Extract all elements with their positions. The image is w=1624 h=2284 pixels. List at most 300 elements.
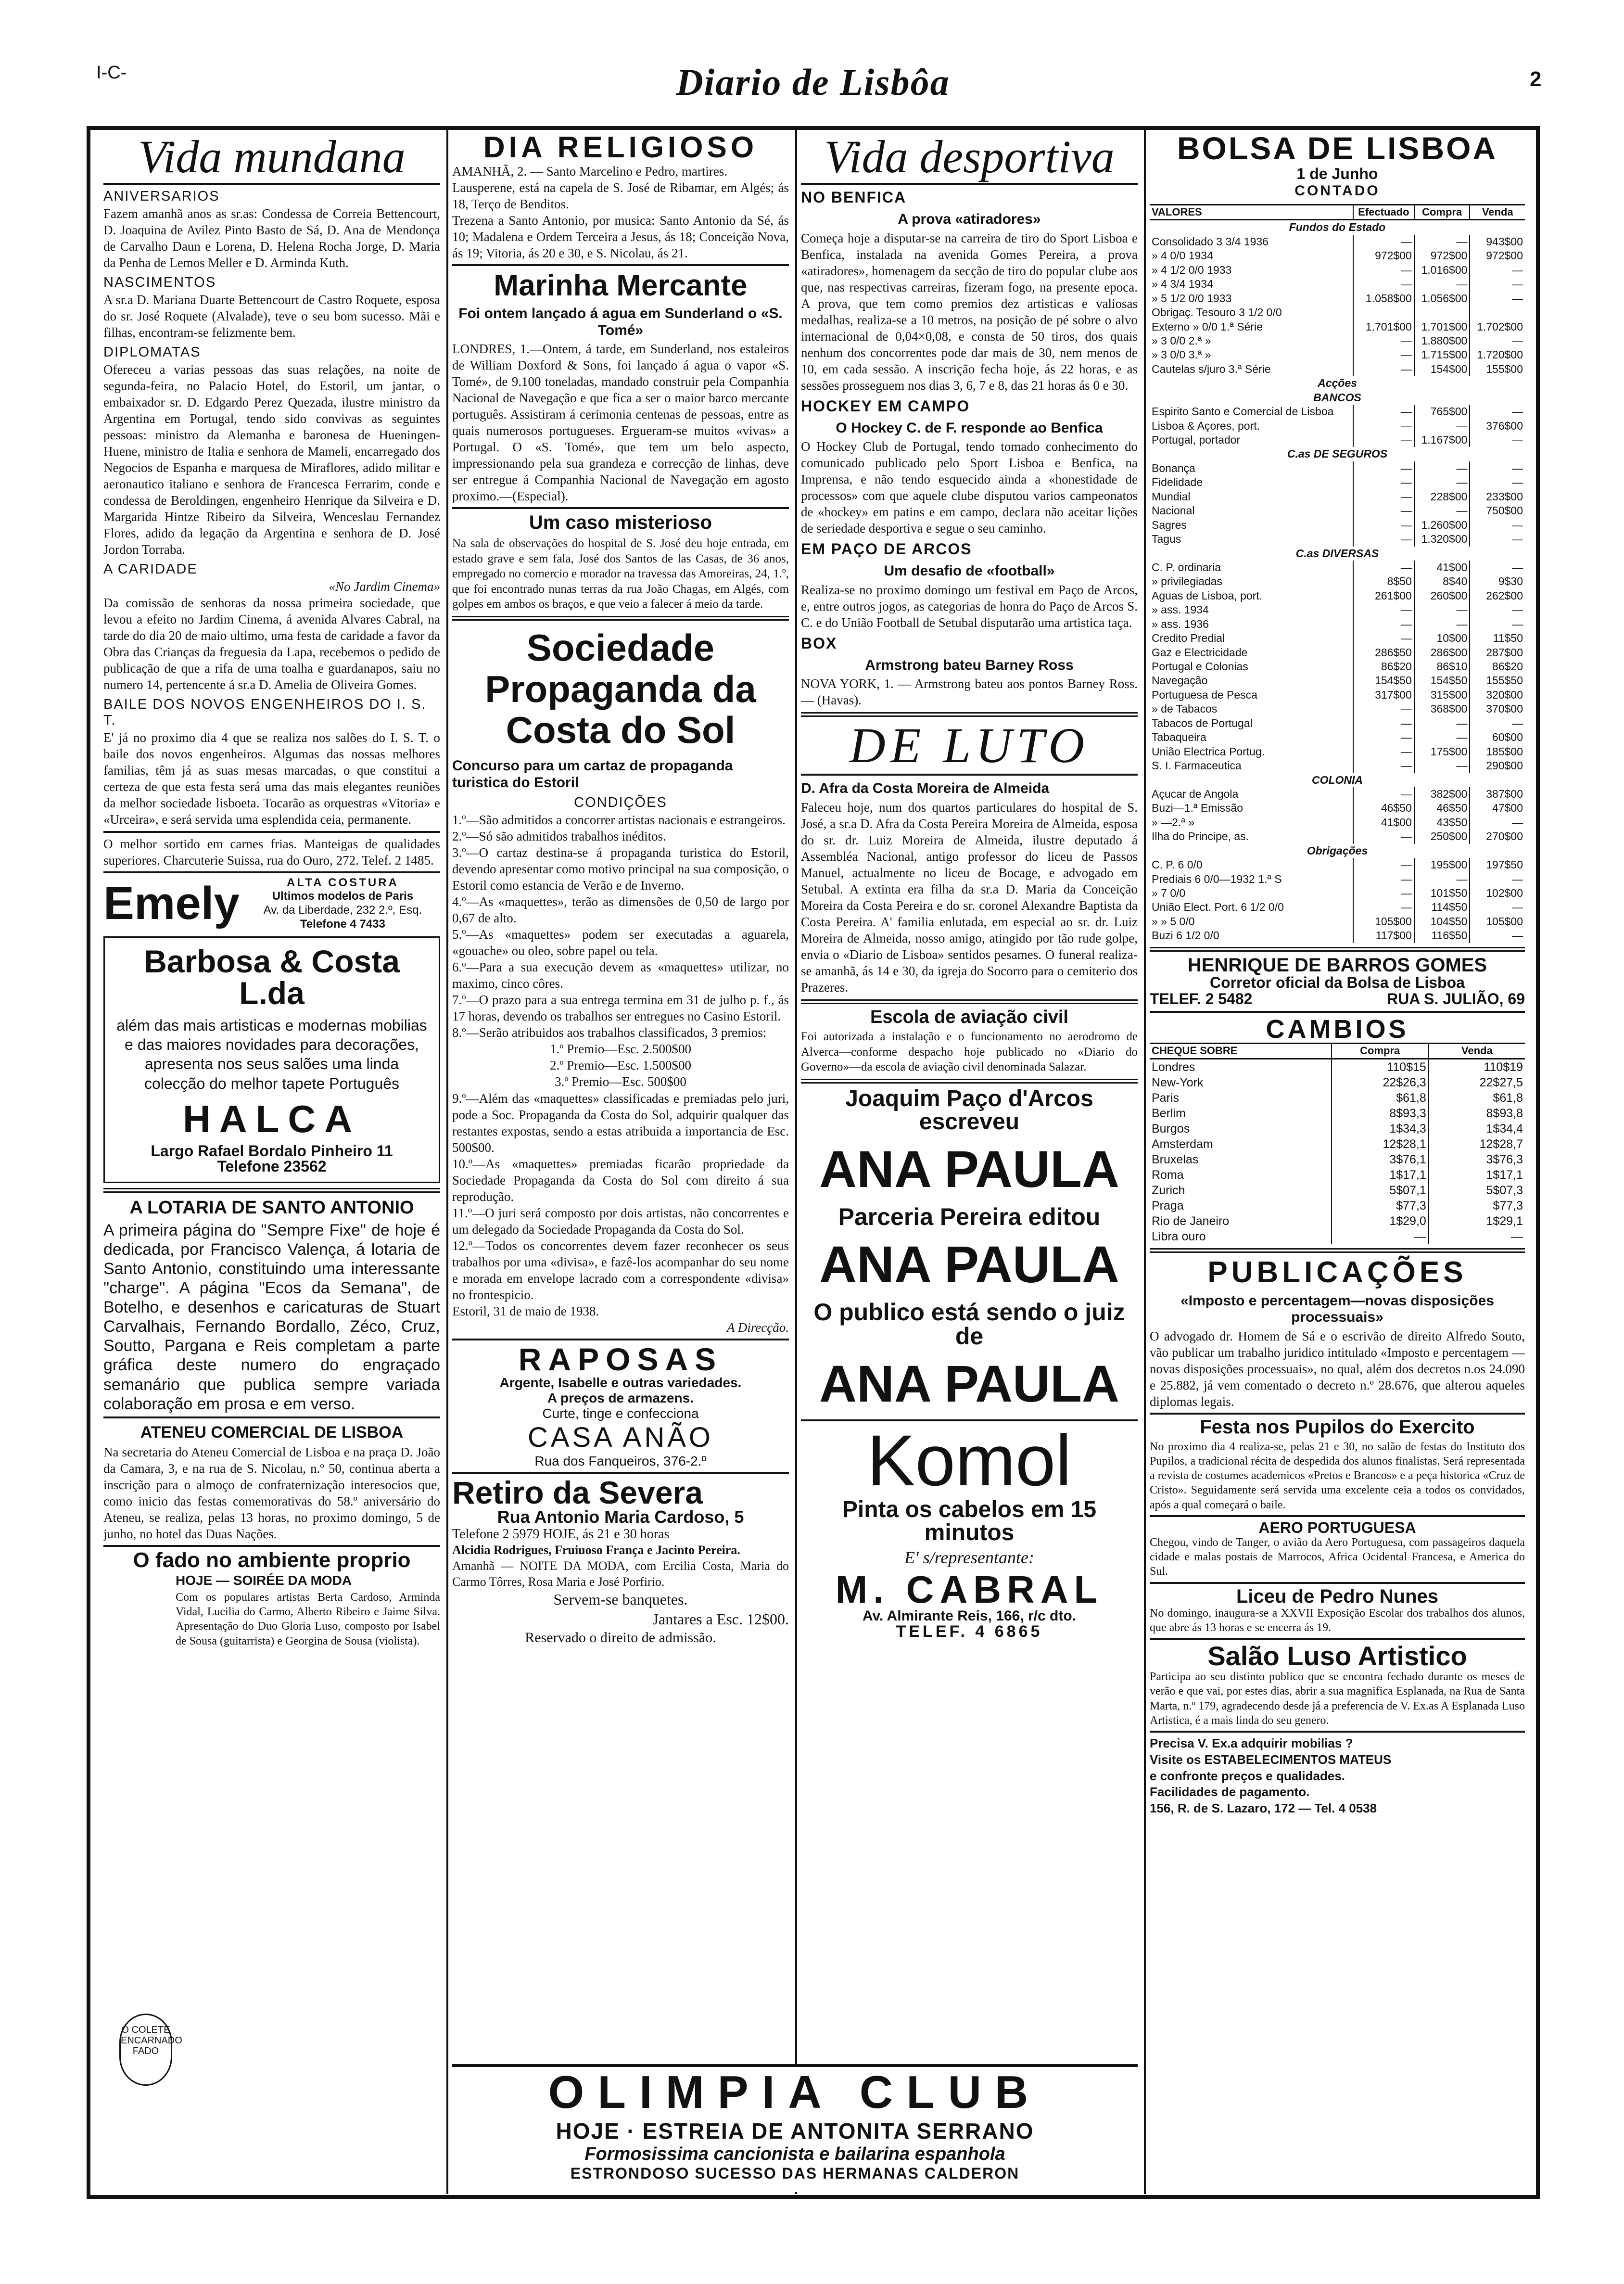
edition-mark: I-C- <box>96 63 127 83</box>
bolsa-row <box>1150 277 1525 291</box>
loteria-text: A primeira página do "Sempre Fixe" de hoje é dedicada, por Francisco Valença, á lotaria de Santo Antonio, constituindo uma interessante "charge". A página "Ecos da Semana", de Botelho, e desenhos e caricaturas de Stuart Carvalhais, Fernando Bordallo, Zéco, Cruz, Soutto, Pargana e Reis completam a parte gráfica deste numero do engraçado semanário que publica sempre variada colaboração em prosa e em verso. <box>103 1221 440 1413</box>
heading-paco: EM PAÇO DE ARCOS <box>801 540 972 558</box>
cambios-cell: 5$07,3 <box>1429 1183 1525 1198</box>
emely-line2: Ultimos modelos de Paris <box>272 890 414 903</box>
column-3 <box>801 130 1138 2193</box>
bolsa-cell: — <box>1470 900 1525 914</box>
bolsa-cell: Tabaqueira <box>1152 731 1206 744</box>
komol-line2: E' s/representante: <box>904 1547 1034 1567</box>
divider <box>801 999 1138 1004</box>
cambios-row <box>1150 1213 1525 1229</box>
bolsa-cell: Tagus <box>1152 533 1181 546</box>
bolsa-cell: 1.016$00 <box>1414 263 1470 277</box>
bolsa-cell: — <box>1470 292 1525 306</box>
bolsa-cell: — <box>1470 716 1525 730</box>
bolsa-cell: Prediais 6 0/0—1932 1.ª S <box>1152 872 1282 885</box>
severa-line5: Jantares a Esc. 12$00. <box>652 1610 789 1628</box>
bolsa-row <box>1150 759 1525 773</box>
bolsa-cell: — <box>1353 362 1414 376</box>
sociedade-item: 4.º—As «maquettes», terão as dimensões de 0,50 de largo por 0,67 de alto. <box>452 894 789 926</box>
bolsa-cell: 972$00 <box>1470 249 1525 263</box>
sociedade-item: 2.º—Só são admitidos trabalhos inéditos. <box>452 829 666 844</box>
cambios-cell: 3$76,3 <box>1429 1152 1525 1167</box>
bolsa-cell: 47$00 <box>1470 801 1525 815</box>
emely-line3: Av. da Liberdade, 232 2.º, Esq. <box>263 904 422 917</box>
bolsa-cell: — <box>1470 334 1525 348</box>
heading-diplomatas: DIPLOMATAS <box>103 345 201 360</box>
bolsa-cell: 86$20 <box>1470 660 1525 674</box>
fado-title: O fado no ambiente proprio <box>133 1548 411 1572</box>
bolsa-row <box>1150 504 1525 518</box>
bolsa-row <box>1150 787 1525 801</box>
colete-encarnado-logo: O COLETE ENCARNADO FADO <box>119 2014 172 2086</box>
cambios-header: CHEQUE SOBRE <box>1150 1044 1332 1059</box>
bolsa-row <box>1150 688 1525 702</box>
bolsa-cell: — <box>1470 518 1525 532</box>
column-1 <box>103 130 440 2193</box>
emely-name: Emely <box>103 878 240 930</box>
box-subtitle: Armstrong bateu Barney Ross <box>865 657 1074 673</box>
bolsa-cell: 175$00 <box>1414 745 1470 759</box>
sociedade-prize: 2.º Premio—Esc. 1.500$00 <box>549 1058 692 1073</box>
mateus-line2: Visite os ESTABELECIMENTOS MATEUS <box>1150 1752 1392 1767</box>
cambios-cell: 12$28,1 <box>1332 1136 1429 1152</box>
bolsa-cell: Obrigaç. Tesouro 3 1/2 0/0 <box>1152 306 1282 319</box>
bolsa-cell: — <box>1414 603 1470 617</box>
sociedade-item: 5.º—As «maquettes» podem ser executadas a aguarela, «gouache» ou oleo, sobre papel ou tela. <box>452 927 789 958</box>
bolsa-header: Compra <box>1414 205 1470 220</box>
bolsa-cell: — <box>1470 816 1525 829</box>
bolsa-row <box>1150 674 1525 688</box>
bolsa-cell: — <box>1353 490 1414 504</box>
bolsa-row <box>1150 391 1525 405</box>
bolsa-row <box>1150 405 1525 419</box>
bolsa-cell: 262$00 <box>1470 589 1525 603</box>
bolsa-cell: Mundial <box>1152 490 1191 503</box>
cambios-cell: 110$19 <box>1429 1059 1525 1075</box>
bolsa-row <box>1150 730 1525 744</box>
bolsa-cell: — <box>1353 461 1414 475</box>
bolsa-cell: 46$50 <box>1414 801 1470 815</box>
bolsa-cell: 154$50 <box>1414 674 1470 688</box>
bolsa-cell: — <box>1353 405 1414 419</box>
bolsa-cell: Lisboa & Açores, port. <box>1152 419 1260 432</box>
bolsa-cell: Tabacos de Portugal <box>1152 716 1253 729</box>
bolsa-cell: S. I. Farmaceutica <box>1152 759 1242 772</box>
bolsa-cell: Bonança <box>1152 461 1195 474</box>
raposas-title: RAPOSAS <box>518 1341 723 1377</box>
ad-charcuterie: O melhor sortido em carnes frias. Manteigas de qualidades superiores. Charcuterie Suissa, rua do Ouro, 272. Telef. 2 1485. <box>103 836 440 868</box>
cambios-cell: Praga <box>1152 1199 1184 1212</box>
bolsa-cell: » 4 3/4 1934 <box>1152 278 1213 291</box>
bolsa-cell: » ass. 1934 <box>1152 603 1209 616</box>
bolsa-row <box>1150 292 1525 306</box>
bolsa-cell: Açucar de Angola <box>1152 787 1239 800</box>
bolsa-cell: — <box>1353 561 1414 574</box>
cambios-cell: Burgos <box>1152 1122 1190 1136</box>
bolsa-cell: — <box>1353 631 1414 645</box>
bolsa-row <box>1150 263 1525 277</box>
newspaper-title: Diario de Lisbôa <box>676 61 950 103</box>
divider <box>801 1079 1138 1084</box>
bolsa-cell: — <box>1353 475 1414 489</box>
bolsa-cell: » 7 0/0 <box>1152 887 1186 900</box>
ad-olimpia-club <box>452 2064 1138 2192</box>
box-text: NOVA YORK, 1. — Armstrong bateu aos pontos Barney Ross. — (Havas). <box>801 676 1138 708</box>
divider <box>801 183 1138 185</box>
bolsa-cell: — <box>1353 886 1414 900</box>
publicacoes-title: PUBLICAÇÕES <box>1207 1255 1467 1289</box>
bolsa-cell: — <box>1470 872 1525 886</box>
ana-paula-line2: ANA PAULA <box>819 1139 1119 1198</box>
henrique-address: RUA S. JULIÃO, 69 <box>1387 990 1525 1008</box>
bolsa-cell: Consolidado 3 3/4 1936 <box>1152 235 1269 248</box>
aviacao-text: Foi autorizada a instalação e o funcionamento no aerodromo de Alverca—conforme despacho hoje publicado no «Diario do Governo»—da escola de aviação civil denominada Salazar. <box>801 1030 1138 1074</box>
bolsa-contado: CONTADO <box>1294 183 1380 199</box>
marinha-title: Marinha Mercante <box>494 269 748 303</box>
bolsa-header: VALORES <box>1150 205 1353 220</box>
divider <box>1150 1582 1525 1584</box>
cambios-row <box>1150 1136 1525 1152</box>
bolsa-cell: » 5 1/2 0/0 1933 <box>1152 292 1232 305</box>
divider <box>1150 1248 1525 1253</box>
bolsa-cell: 387$00 <box>1470 787 1525 801</box>
divider <box>103 1416 440 1418</box>
cambios-cell: 8$93,8 <box>1429 1106 1525 1121</box>
cambios-cell: Londres <box>1152 1060 1195 1074</box>
luto-title: DE LUTO <box>849 718 1090 774</box>
benfica-subtitle: A prova «atiradores» <box>898 211 1041 227</box>
bolsa-cell: 290$00 <box>1470 759 1525 773</box>
divider <box>1150 1731 1525 1733</box>
article-caridade: Da comissão de senhoras da nossa primeira sociedade, que levou a efeito no Jardim Cinema, á avenida Alvares Cabral, na tarde do dia 20 de maio ultimo, uma festa de caridade a favor da Obra das Crianças da freguesia da Lapa, recebemos o pedido de publicação de que a rifa de uma toalha e guardanapos, saiu no numero 14, pertencente á sr.a D. Amelia de Oliveira Gomes. <box>103 596 440 692</box>
bolsa-cell: 250$00 <box>1414 829 1470 843</box>
bolsa-header: Efectuado <box>1353 205 1414 220</box>
emely-line1: ALTA COSTURA <box>286 876 399 889</box>
bolsa-cell: 368$00 <box>1414 702 1470 716</box>
divider <box>1150 1515 1525 1517</box>
bolsa-cell: — <box>1470 433 1525 447</box>
bolsa-cell: 382$00 <box>1414 787 1470 801</box>
bolsa-cell: 320$00 <box>1470 688 1525 702</box>
bolsa-row <box>1150 220 1525 235</box>
divider <box>1150 1638 1525 1640</box>
bolsa-cell: — <box>1353 263 1414 277</box>
bolsa-cell: — <box>1353 787 1414 801</box>
barbosa-name: Barbosa & Costa L.da <box>144 943 400 1011</box>
bolsa-cell: 315$00 <box>1414 688 1470 702</box>
bolsa-cell: — <box>1353 277 1414 291</box>
olimpia-line1: HOJE · ESTREIA DE ANTONITA SERRANO <box>556 2118 1034 2144</box>
bolsa-cell: 195$00 <box>1414 858 1470 872</box>
henrique-role: Corretor oficial da Bolsa de Lisboa <box>1210 973 1465 991</box>
bolsa-row <box>1150 532 1525 546</box>
bolsa-row <box>1150 801 1525 815</box>
bolsa-cell: 86$10 <box>1414 660 1470 674</box>
bolsa-cell: 155$00 <box>1470 362 1525 376</box>
bolsa-row <box>1150 433 1525 447</box>
raposas-address: Rua dos Fanqueiros, 376-2.º <box>534 1453 707 1468</box>
bolsa-cell: 972$00 <box>1353 249 1414 263</box>
sociedade-date: Estoril, 31 de maio de 1938. <box>452 1303 599 1318</box>
divider <box>801 774 1138 776</box>
heading-benfica: NO BENFICA <box>801 189 907 206</box>
sociedade-item: 6.º—Para a sua execução devem as «maquettes» utilizar, no maximo, cinco côres. <box>452 960 789 991</box>
religioso-text2: Lausperene, está na capela de S. José de Ribamar, em Algés; ás 18, Terço de Benditos. <box>452 180 789 212</box>
bolsa-cell: Buzi 6 1/2 0/0 <box>1152 929 1219 942</box>
bolsa-row <box>1150 306 1525 319</box>
heading-caridade: A CARIDADE <box>103 561 198 577</box>
cambios-row <box>1150 1059 1525 1075</box>
cambios-cell: — <box>1429 1229 1525 1244</box>
bolsa-cell: — <box>1353 900 1414 914</box>
bolsa-cell: Portugal e Colonias <box>1152 660 1248 673</box>
bolsa-row <box>1150 646 1525 660</box>
bolsa-row <box>1150 915 1525 929</box>
mateus-line5: 156, R. de S. Lazaro, 172 — Tel. 4 0538 <box>1150 1801 1377 1816</box>
bolsa-row <box>1150 362 1525 376</box>
bolsa-row <box>1150 376 1525 390</box>
cambios-cell: 12$28,7 <box>1429 1136 1525 1152</box>
marinha-text: LONDRES, 1.—Ontem, á tarde, em Sunderland, nos estaleiros de William Doxford & Sons, foi lançado á agua o vapor «S. Tomé», de 9.100 toneladas, mandado construir pela Companhia Nacional de Navegação e que fica a ser o maior barco mercante português. Assistiram á cerimonia centenas de pessoas, entre as quais numerosos portugueses. Ergueram-se muitos «vivas» a Portugal. O «S. Tomé», que tem um belo aspecto, impressionando pela sua grandeza e correcção de linhas, deve ser entregue á Companhia Nacional de Navegação em agosto proximo.—(Especial). <box>452 342 789 504</box>
bolsa-cell: — <box>1470 929 1525 943</box>
bolsa-cell: 972$00 <box>1414 249 1470 263</box>
severa-address: Rua Antonio Maria Cardoso, 5 <box>497 1506 744 1527</box>
section-title-dia-religioso: DIA RELIGIOSO <box>483 131 758 164</box>
bolsa-cell <box>1353 306 1414 319</box>
cambios-cell: $77,3 <box>1332 1198 1429 1213</box>
bolsa-row <box>1150 235 1525 249</box>
cambios-row <box>1150 1198 1525 1213</box>
mateus-line4: Facilidades de pagamento. <box>1150 1785 1310 1799</box>
heading-hockey: HOCKEY EM CAMPO <box>801 397 970 415</box>
bolsa-cell: — <box>1353 348 1414 362</box>
sociedade-item: 3.º—O cartaz destina-se á propaganda turistica do Estoril, devendo apresentar como motivo principal na sua composição, o Estoril como estancia de Verão e de Inverno. <box>452 845 789 893</box>
bolsa-cell: — <box>1470 277 1525 291</box>
bolsa-cell: — <box>1414 461 1470 475</box>
raposas-line3: Curte, tinge e confecciona <box>542 1405 699 1421</box>
olimpia-line2: Formosissima cancionista e bailarina espanhola <box>584 2144 1005 2164</box>
pupilos-title: Festa nos Pupilos do Exercito <box>1200 1416 1475 1438</box>
divider <box>452 264 789 266</box>
bolsa-title: BOLSA DE LISBOA <box>1177 130 1498 166</box>
bolsa-group-label: C.as DE SEGUROS <box>1287 447 1388 460</box>
benfica-text: Começa hoje a disputar-se na carreira de tiro do Sport Lisboa e Benfica, instalada na avenida Gomes Pereira, a prova «atiradores», homenagem da secção de tiro do popular clube aos que, nas respectivas carreiras, fizeram fogo, na presente epoca. A prova, que tem como premios dez artisticas e valiosas medalhas, realiza-se a 10 metros, na posição de pé sobre o alvo internacional de 0,04×0,08, e consta de 50 tiros, dos quais nenhum dos concorrentes pode dar mais de 30, nem menos de 10, em cada sessão. A inscrição fecha hoje, ás 22 horas, e as sessões prosseguem nos dias 3, 6, 7 e 8, das 21 horas ás 0 e 30. <box>801 230 1138 393</box>
bolsa-cell: — <box>1353 858 1414 872</box>
bolsa-row <box>1150 447 1525 461</box>
bolsa-header: Venda <box>1470 205 1525 220</box>
bolsa-row <box>1150 702 1525 716</box>
religioso-text1: AMANHÃ, 2. — Santo Marcelino e Pedro, martires. <box>452 164 728 179</box>
bolsa-cell: 114$50 <box>1414 900 1470 914</box>
bolsa-row <box>1150 745 1525 759</box>
paco-text: Realiza-se no proximo domingo um festival em Paço de Arcos, e, entre outros jogos, as categorias de honra do Paço de Arcos S. C. e do União Football de Setubal disputarão uma artistica taça. <box>801 582 1138 630</box>
sociedade-prize: 1.º Premio—Esc. 2.500$00 <box>549 1042 692 1057</box>
bolsa-cell: Credito Predial <box>1152 632 1225 645</box>
bolsa-cell: 117$00 <box>1353 929 1414 943</box>
cambios-cell: 1$17,1 <box>1429 1167 1525 1183</box>
bolsa-cell: União Electrica Portug. <box>1152 745 1265 758</box>
bolsa-cell: 1.720$00 <box>1470 348 1525 362</box>
cambios-cell: $61,8 <box>1429 1090 1525 1106</box>
severa-line2: Alcidia Rodrigues, Fruiuoso França e Jacinto Pereira. <box>452 1543 740 1557</box>
bolsa-cell: — <box>1414 730 1470 744</box>
heading-baile: BAILE DOS NOVOS ENGENHEIROS DO I. S. T. <box>103 697 427 728</box>
religioso-text3: Trezena a Santo Antonio, por musica: Santo Antonio da Sé, ás 10; Madalena e Ordem Terceira a Jesus, ás 18; Conceição Nova, ás 19; Vitoria, ás 20 e 30, e S. Nicolau, ás 21. <box>452 213 789 261</box>
bolsa-row <box>1150 419 1525 433</box>
bolsa-cell: 376$00 <box>1470 419 1525 433</box>
bolsa-cell: — <box>1414 419 1470 433</box>
bolsa-cell: 104$50 <box>1414 915 1470 929</box>
bolsa-row <box>1150 334 1525 348</box>
cambios-cell: 1$29,0 <box>1332 1213 1429 1229</box>
bolsa-cell: C. P. 6 0/0 <box>1152 858 1203 871</box>
bolsa-row <box>1150 900 1525 914</box>
severa-line1: Telefone 2 5979 HOJE, ás 21 e 30 horas <box>452 1526 670 1542</box>
cambios-row <box>1150 1229 1525 1244</box>
page-number: 2 <box>1530 67 1542 91</box>
bolsa-cell: — <box>1353 716 1414 730</box>
aero-text: Chegou, vindo de Tanger, o avião da Aero Portuguesa, com passageiros daquela cidade e malas postais de Marrocos, Africa Ocidental Francesa, e America do Sul. <box>1150 1536 1525 1578</box>
bolsa-row <box>1150 574 1525 588</box>
caso-text: Na sala de observações do hospital de S. José deu hoje entrada, em estado grave e sem fala, José dos Santos de las Casas, de 36 anos, empregado no comercio e morador na travessa das Amoreiras, 24, 1.º, que foi encontrado nunas terras da rua João Chagas, em Algés, com golpes em ambos os braços, e que veio a falecer á meio da tarde. <box>452 537 789 611</box>
section-title-vida-mundana: Vida mundana <box>138 131 406 182</box>
bolsa-cell: 765$00 <box>1414 405 1470 419</box>
publicacoes-subtitle: «Imposto e percentagem—novas disposições processuais» <box>1180 1292 1494 1326</box>
divider <box>801 712 1138 717</box>
severa-line4: Servem-se banquetes. <box>553 1591 688 1608</box>
bolsa-cell: — <box>1353 504 1414 518</box>
henrique-phone: TELEF. 2 5482 <box>1150 990 1253 1008</box>
cambios-cell: Libra ouro <box>1152 1229 1206 1243</box>
cambios-row <box>1150 1167 1525 1183</box>
bolsa-cell: Aguas de Lisboa, port. <box>1152 589 1263 602</box>
bolsa-cell: — <box>1470 532 1525 546</box>
bolsa-row <box>1150 475 1525 489</box>
bolsa-cell: — <box>1353 235 1414 249</box>
bolsa-cell: 9$30 <box>1470 574 1525 588</box>
bolsa-cell: — <box>1353 518 1414 532</box>
bolsa-cell: — <box>1414 617 1470 631</box>
barbosa-phone: Telefone 23562 <box>217 1157 327 1175</box>
bolsa-row <box>1150 631 1525 645</box>
bolsa-cell: — <box>1353 603 1414 617</box>
bolsa-cell: 105$00 <box>1470 915 1525 929</box>
bolsa-group-label: BANCOS <box>1313 391 1361 404</box>
bolsa-cell: 1.056$00 <box>1414 292 1470 306</box>
cambios-cell: 110$15 <box>1332 1059 1429 1075</box>
luto-text: Faleceu hoje, num dos quartos particulares do hospital de S. José, a sr.a D. Afra da Costa Pereira Moreira de Almeida, esposa do sr. dr. Luiz Moreira de Almeida, ilustre deputado á Assembléa Nacional, antigo professor do liceu de Passos Manuel, actualmente no liceu de Bocage, e advogado em Setubal. A extinta era filha da sr.a D. Maria da Conceição Moreira da Costa Pereira e do sr. coronel Alexandre Baptista da Costa Pereira. A' familia enlutada, em especial ao sr. dr. Luiz Moreira de Almeida, nosso amigo, atingido por tão rude golpe, envia o «Diario de Lisboa» sentidos pesames. O funeral realiza-se amanhã, ás 14 e 30, da igreja do Socorro para o cemiterio dos Prazeres. <box>801 800 1138 995</box>
bolsa-cell: 101$50 <box>1414 886 1470 900</box>
bolsa-date: 1 de Junho <box>1296 165 1378 183</box>
bolsa-cell: — <box>1353 532 1414 546</box>
bolsa-row <box>1150 547 1525 561</box>
bolsa-cell: Portugal, portador <box>1152 434 1241 447</box>
bolsa-cell: 86$20 <box>1353 660 1414 674</box>
bolsa-row <box>1150 829 1525 843</box>
bolsa-cell: 8$40 <box>1414 574 1470 588</box>
bolsa-cell: » privilegiadas <box>1152 575 1223 588</box>
bolsa-cell: Navegação <box>1152 674 1208 687</box>
bolsa-row <box>1150 872 1525 886</box>
cambios-cell: Bruxelas <box>1152 1152 1199 1166</box>
ana-paula-line6: ANA PAULA <box>819 1354 1119 1413</box>
bolsa-cell: — <box>1353 730 1414 744</box>
divider <box>1150 1011 1525 1013</box>
bolsa-cell: » 3 0/0 3.ª » <box>1152 348 1211 361</box>
bolsa-cell: 1.320$00 <box>1414 532 1470 546</box>
bolsa-cell: 185$00 <box>1470 745 1525 759</box>
article-nascimentos: A sr.a D. Mariana Duarte Bettencourt de Castro Roquete, esposa do sr. José Roquete (Alvalade), teve o seu bom sucesso. Mãi e filhas, encontram-se felizmente bem. <box>103 293 440 340</box>
loteria-title: A LOTARIA DE SANTO ANTONIO <box>129 1197 414 1218</box>
bolsa-cell: 1.701$00 <box>1414 320 1470 334</box>
heading-box: BOX <box>801 634 837 652</box>
cambios-cell: 22$26,3 <box>1332 1075 1429 1090</box>
divider <box>452 1472 789 1474</box>
raposas-name: CASA ANÃO <box>527 1421 714 1453</box>
bolsa-cell: — <box>1353 872 1414 886</box>
bolsa-group-label: C.as DIVERSAS <box>1295 547 1379 560</box>
cambios-row <box>1150 1090 1525 1106</box>
bolsa-cell: — <box>1353 759 1414 773</box>
cambios-header: Venda <box>1429 1044 1525 1059</box>
sociedade-title: Sociedade Propaganda da Costa do Sol <box>485 626 756 752</box>
bolsa-table <box>1150 204 1525 943</box>
bolsa-row <box>1150 773 1525 787</box>
bolsa-cell: 1.701$00 <box>1353 320 1414 334</box>
cambios-row <box>1150 1152 1525 1167</box>
mateus-line1: Precisa V. Ex.a adquirir mobilias ? <box>1150 1736 1353 1751</box>
bolsa-row <box>1150 858 1525 872</box>
column-2 <box>452 130 789 2193</box>
bolsa-cell: — <box>1353 702 1414 716</box>
pedro-nunes-title: Liceu de Pedro Nunes <box>1236 1585 1439 1607</box>
bolsa-cell: — <box>1353 419 1414 433</box>
sociedade-prize: 3.º Premio—Esc. 500$00 <box>555 1074 686 1089</box>
cambios-cell: 8$93,3 <box>1332 1106 1429 1121</box>
bolsa-cell: — <box>1353 433 1414 447</box>
bolsa-cell: — <box>1414 872 1470 886</box>
bolsa-cell: 41$00 <box>1353 816 1414 829</box>
bolsa-cell: — <box>1470 603 1525 617</box>
severa-line3: Amanhã — NOITE DA MODA, com Ercilia Costa, Maria do Carmo Tôrres, Rosa Maria e José Porfirio. <box>452 1558 789 1589</box>
olimpia-line3: ESTRONDOSO SUCESSO DAS HERMANAS CALDERON <box>570 2164 1020 2182</box>
fado-line1: HOJE — SOIRÉE DA MODA <box>176 1572 352 1588</box>
bolsa-cell: — <box>1353 334 1414 348</box>
bolsa-cell: 154$00 <box>1414 362 1470 376</box>
bolsa-cell: 41$00 <box>1414 561 1470 574</box>
bolsa-cell: 370$00 <box>1470 702 1525 716</box>
column-rule <box>446 130 448 2194</box>
ateneu-text: Na secretaria do Ateneu Comercial de Lisboa e na praça D. João da Camara, 3, e na rua de S. Nicolau, n.º 50, continua aberta a inscrição para o almoço de confraternização interesocios que, como inicio das festas comemorativas do 58.º aniversário do Ateneu, se realiza, pelas 13 horas, no proximo domingo, 5 de junho, no hotel das Duas Nações. <box>103 1444 440 1541</box>
bolsa-cell: 1.880$00 <box>1414 334 1470 348</box>
cambios-row <box>1150 1075 1525 1090</box>
bolsa-cell: 154$50 <box>1353 674 1414 688</box>
publicacoes-text: O advogado dr. Homem de Sá e o escrivão de direito Alfredo Souto, vão publicar um trabalho juridico intitulado «Imposto e percentagem — novas disposições processuais», no qual, além dos decretos n.os 24.090 e 25.882, já vem comentado o decreto n.º 28.676, que alterou aqueles diplomas legais. <box>1150 1328 1525 1409</box>
bolsa-cell: 116$50 <box>1414 929 1470 943</box>
bolsa-cell: — <box>1414 475 1470 489</box>
column-rule <box>1144 130 1146 2194</box>
cambios-cell: Paris <box>1152 1091 1179 1105</box>
bolsa-cell: » » 5 0/0 <box>1152 915 1195 928</box>
bolsa-cell: — <box>1353 617 1414 631</box>
cambios-cell: $77,3 <box>1429 1198 1525 1213</box>
komol-line1: Pinta os cabelos em 15 minutos <box>842 1496 1097 1545</box>
bolsa-cell: — <box>1353 829 1414 843</box>
henrique-name: HENRIQUE DE BARROS GOMES <box>1187 954 1487 976</box>
bolsa-cell: — <box>1470 405 1525 419</box>
bolsa-cell: 60$00 <box>1470 730 1525 744</box>
